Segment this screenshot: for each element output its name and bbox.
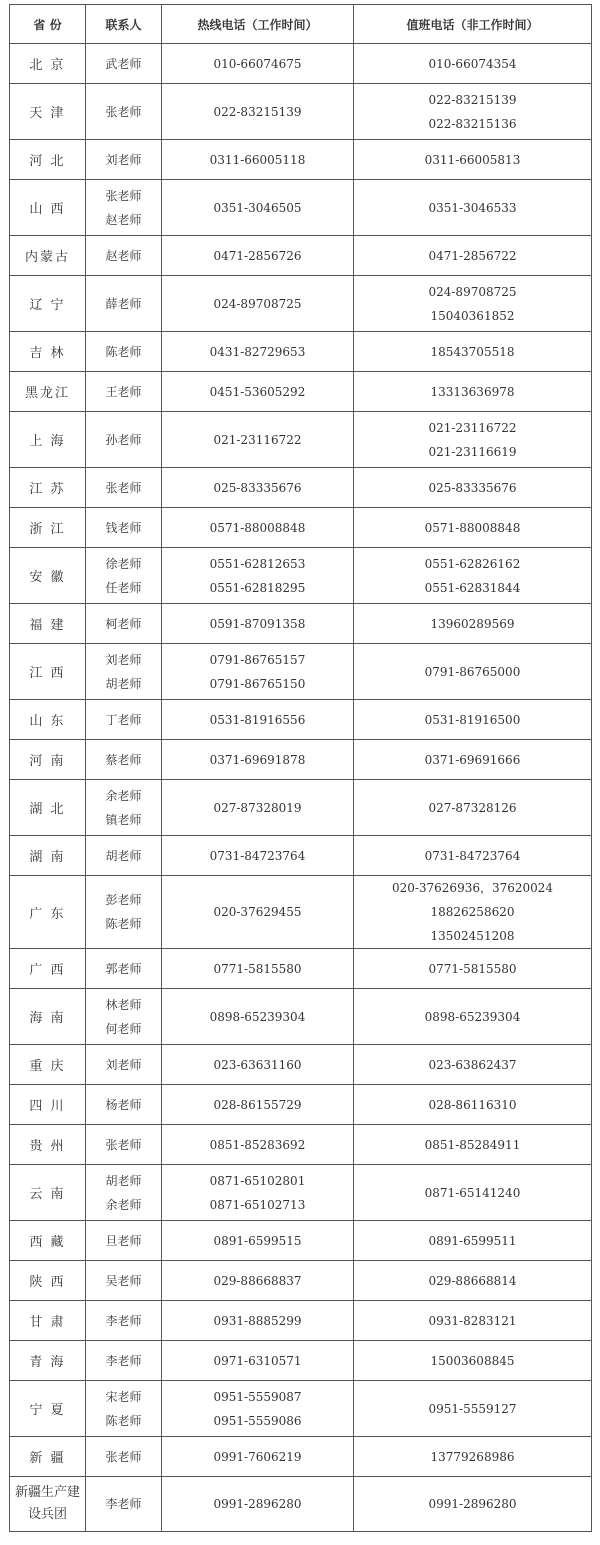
duty-phone-cell (354, 1477, 592, 1532)
contact-name: 陈老师 (105, 917, 142, 931)
duty-phone-cell (354, 780, 592, 836)
province-cell: 陕 西 (10, 1261, 86, 1301)
province-cell: 新疆生产建设兵团 (10, 1477, 86, 1532)
province-cell: 天 津 (10, 84, 86, 140)
contact-cell (86, 412, 162, 468)
table-row (10, 740, 592, 780)
table-row (10, 236, 592, 276)
phone-number: 13502451208 (430, 929, 515, 943)
province-cell: 安 徽 (10, 548, 86, 604)
contact-name: 彭老师 (105, 893, 142, 907)
contact-name: 李老师 (105, 1353, 142, 1368)
hotline-cell (162, 508, 354, 548)
province-cell: 江 西 (10, 644, 86, 700)
phone-number: 0791-86765150 (209, 676, 306, 691)
hotline-cell (162, 1221, 354, 1261)
province-cell: 辽 宁 (10, 276, 86, 332)
phone-number: 022-83215136 (428, 116, 517, 131)
hotline-cell (162, 604, 354, 644)
duty-phone-cell (354, 836, 592, 876)
province-cell: 上 海 (10, 412, 86, 468)
hotline-cell (162, 1381, 354, 1437)
header-province: 省 份 (10, 5, 86, 44)
phone-number: 020-37626936，37620024 18826258620 (391, 881, 554, 919)
hotline-cell (162, 1261, 354, 1301)
contact-cell (86, 276, 162, 332)
duty-phone-cell (354, 372, 592, 412)
phone-number: 0591-87091358 (209, 616, 306, 631)
table-row (10, 412, 592, 468)
table-row (10, 84, 592, 140)
table-row (10, 548, 592, 604)
phone-number: 025-83335676 (428, 480, 517, 495)
phone-number: 0371-69691666 (424, 752, 521, 767)
contact-table (9, 4, 592, 1532)
contact-name: 旦老师 (105, 1233, 142, 1248)
phone-number: 0898-65239304 (209, 1009, 306, 1024)
contact-name: 武老师 (105, 56, 142, 71)
contact-cell (86, 836, 162, 876)
table-row (10, 1165, 592, 1221)
province-cell: 福 建 (10, 604, 86, 644)
contact-name: 王老师 (105, 384, 142, 399)
phone-number: 0731-84723764 (424, 848, 521, 863)
hotline-cell (162, 236, 354, 276)
province-cell: 湖 南 (10, 836, 86, 876)
hotline-cell (162, 332, 354, 372)
hotline-cell (162, 548, 354, 604)
phone-number: 0871-65102801 (209, 1173, 306, 1188)
contact-name: 薛老师 (105, 296, 142, 311)
hotline-cell (162, 1165, 354, 1221)
phone-number: 15040361852 (430, 308, 515, 323)
duty-phone-cell (354, 332, 592, 372)
contact-cell (86, 44, 162, 84)
hotline-cell (162, 44, 354, 84)
table-row (10, 1381, 592, 1437)
contact-name: 胡老师 (105, 848, 142, 863)
duty-phone-cell (354, 548, 592, 604)
contact-cell (86, 604, 162, 644)
hotline-cell (162, 836, 354, 876)
contact-cell (86, 1045, 162, 1085)
contact-name: 陈老师 (105, 344, 142, 359)
contact-cell (86, 1301, 162, 1341)
phone-number: 023-63862437 (428, 1057, 517, 1072)
hotline-cell (162, 740, 354, 780)
phone-number: 0471-2856722 (428, 248, 517, 263)
phone-number: 0991-2896280 (213, 1497, 302, 1511)
contact-name: 李老师 (105, 1313, 142, 1328)
contact-cell (86, 1437, 162, 1477)
contact-name: 张老师 (105, 1449, 142, 1464)
table-row (10, 508, 592, 548)
contact-cell (86, 84, 162, 140)
contact-name: 刘老师 (105, 1057, 142, 1072)
province-cell: 西 藏 (10, 1221, 86, 1261)
province-cell: 青 海 (10, 1341, 86, 1381)
hotline-cell (162, 700, 354, 740)
contact-name: 孙老师 (105, 432, 142, 447)
phone-number: 0991-2896280 (428, 1497, 517, 1511)
province-cell: 河 北 (10, 140, 86, 180)
contact-name: 任老师 (105, 580, 142, 595)
phone-number: 022-83215139 (428, 92, 517, 107)
duty-phone-cell (354, 1165, 592, 1221)
header-row (10, 5, 592, 44)
phone-number: 0951-5559087 (213, 1389, 302, 1404)
contact-cell (86, 1165, 162, 1221)
hotline-cell (162, 1341, 354, 1381)
phone-number: 0451-53605292 (209, 384, 306, 399)
duty-phone-cell (354, 1341, 592, 1381)
contact-cell (86, 949, 162, 989)
phone-number: 0791-86765157 (209, 652, 306, 667)
hotline-cell (162, 1477, 354, 1532)
phone-number: 0531-81916500 (424, 712, 521, 727)
phone-number: 0551-62818295 (209, 580, 306, 595)
table-row (10, 276, 592, 332)
phone-number: 0951-5559086 (213, 1413, 302, 1428)
table-row (10, 468, 592, 508)
province-cell: 北 京 (10, 44, 86, 84)
table-row (10, 1437, 592, 1477)
contact-name: 钱老师 (105, 520, 142, 535)
duty-phone-cell (354, 180, 592, 236)
contact-name: 丁老师 (105, 712, 142, 727)
table-row (10, 1301, 592, 1341)
phone-number: 0311-66005813 (424, 152, 521, 167)
contact-name: 余老师 (105, 1197, 142, 1212)
contact-cell (86, 180, 162, 236)
phone-number: 021-23116722 (428, 420, 517, 435)
contact-cell (86, 1221, 162, 1261)
province-cell: 海 南 (10, 989, 86, 1045)
phone-number: 010-66074354 (428, 56, 517, 71)
hotline-cell (162, 276, 354, 332)
duty-phone-cell (354, 949, 592, 989)
header-contact: 联系人 (86, 5, 162, 44)
province-cell: 江 苏 (10, 468, 86, 508)
contact-name: 吴老师 (105, 1273, 142, 1288)
contact-name: 张老师 (105, 480, 142, 495)
province-cell: 云 南 (10, 1165, 86, 1221)
table-row (10, 876, 592, 949)
hotline-cell (162, 644, 354, 700)
contact-name: 刘老师 (105, 152, 142, 167)
contact-cell (86, 1125, 162, 1165)
phone-number: 029-88668814 (428, 1273, 517, 1288)
contact-name: 徐老师 (105, 556, 142, 571)
contact-cell (86, 508, 162, 548)
phone-number: 020-37629455 (213, 905, 302, 919)
contact-cell (86, 140, 162, 180)
province-cell: 新 疆 (10, 1437, 86, 1477)
phone-number: 0531-81916556 (209, 712, 306, 727)
phone-number: 0951-5559127 (428, 1401, 517, 1416)
phone-number: 024-89708725 (213, 296, 302, 311)
hotline-cell (162, 989, 354, 1045)
province-cell: 广 东 (10, 876, 86, 949)
phone-number: 010-66074675 (213, 56, 302, 71)
hotline-cell (162, 140, 354, 180)
phone-number: 0971-6310571 (213, 1353, 302, 1368)
phone-number: 13313636978 (430, 384, 515, 399)
phone-number: 025-83335676 (213, 480, 302, 495)
contact-name: 杨老师 (105, 1097, 142, 1112)
phone-number: 15003608845 (430, 1353, 515, 1368)
table-row (10, 1125, 592, 1165)
phone-number: 0471-2856726 (213, 248, 302, 263)
phone-number: 0731-84723764 (209, 848, 306, 863)
phone-number: 0571-88008848 (209, 520, 306, 535)
phone-number: 028-86155729 (213, 1097, 302, 1112)
contact-cell (86, 1341, 162, 1381)
duty-phone-cell (354, 989, 592, 1045)
hotline-cell (162, 180, 354, 236)
contact-name: 赵老师 (105, 248, 142, 263)
phone-number: 0851-85283692 (209, 1137, 306, 1152)
duty-phone-cell (354, 140, 592, 180)
contact-name: 镇老师 (105, 812, 142, 827)
duty-phone-cell (354, 1125, 592, 1165)
contact-name: 赵老师 (105, 212, 142, 227)
phone-number: 0571-88008848 (424, 520, 521, 535)
contact-cell (86, 644, 162, 700)
table-row (10, 644, 592, 700)
hotline-cell (162, 84, 354, 140)
duty-phone-cell (354, 1301, 592, 1341)
phone-number: 0351-3046533 (428, 200, 517, 215)
province-cell: 四 川 (10, 1085, 86, 1125)
province-cell: 广 西 (10, 949, 86, 989)
duty-phone-cell (354, 412, 592, 468)
contact-cell (86, 1261, 162, 1301)
contact-cell (86, 236, 162, 276)
table-row (10, 604, 592, 644)
contact-cell (86, 1085, 162, 1125)
contact-name: 张老师 (105, 188, 142, 203)
duty-phone-cell (354, 236, 592, 276)
phone-number: 0431-82729653 (209, 344, 306, 359)
hotline-cell (162, 876, 354, 949)
phone-number: 0771-5815580 (213, 961, 302, 976)
contact-cell (86, 740, 162, 780)
province-cell: 山 西 (10, 180, 86, 236)
contact-name: 余老师 (105, 788, 142, 803)
contact-name: 宋老师 (105, 1389, 142, 1404)
table-row (10, 1085, 592, 1125)
table-body (10, 44, 592, 1532)
contact-cell (86, 1477, 162, 1532)
province-cell: 山 东 (10, 700, 86, 740)
table-row (10, 180, 592, 236)
phone-number: 0851-85284911 (424, 1137, 521, 1152)
contact-name: 林老师 (105, 997, 142, 1012)
hotline-cell (162, 1125, 354, 1165)
contact-cell (86, 700, 162, 740)
province-cell: 贵 州 (10, 1125, 86, 1165)
phone-number: 13960289569 (430, 616, 515, 631)
contact-name: 何老师 (105, 1021, 142, 1036)
phone-number: 0931-8283121 (428, 1313, 517, 1328)
phone-number: 024-89708725 (428, 284, 517, 299)
contact-name: 张老师 (105, 104, 142, 119)
header-hotline: 热线电话（工作时间） (162, 5, 354, 44)
duty-phone-cell (354, 1221, 592, 1261)
table-row (10, 372, 592, 412)
phone-number: 0791-86765000 (424, 664, 521, 679)
contact-cell (86, 468, 162, 508)
hotline-cell (162, 1437, 354, 1477)
phone-number: 021-23116619 (428, 444, 517, 459)
contact-cell (86, 548, 162, 604)
hotline-cell (162, 1085, 354, 1125)
contact-cell (86, 332, 162, 372)
duty-phone-cell (354, 84, 592, 140)
table-row (10, 1261, 592, 1301)
hotline-cell (162, 949, 354, 989)
phone-number: 0551-62831844 (424, 580, 521, 595)
contact-cell (86, 876, 162, 949)
table-row (10, 44, 592, 84)
phone-number: 13779268986 (430, 1449, 515, 1464)
contact-name: 李老师 (105, 1497, 142, 1511)
duty-phone-cell (354, 1381, 592, 1437)
contact-name: 胡老师 (105, 676, 142, 691)
duty-phone-cell (354, 700, 592, 740)
phone-number: 022-83215139 (213, 104, 302, 119)
phone-number: 0551-62826162 (424, 556, 521, 571)
duty-phone-cell (354, 1085, 592, 1125)
table-row (10, 140, 592, 180)
contact-name: 刘老师 (105, 652, 142, 667)
contact-cell (86, 780, 162, 836)
province-cell: 吉 林 (10, 332, 86, 372)
duty-phone-cell (354, 276, 592, 332)
province-cell: 内蒙古 (10, 236, 86, 276)
province-cell: 浙 江 (10, 508, 86, 548)
hotline-cell (162, 1301, 354, 1341)
phone-number: 023-63631160 (213, 1057, 302, 1072)
phone-number: 0891-6599511 (428, 1233, 517, 1248)
contact-cell (86, 1381, 162, 1437)
contact-name: 陈老师 (105, 1413, 142, 1428)
province-cell: 重 庆 (10, 1045, 86, 1085)
table-row (10, 1341, 592, 1381)
hotline-cell (162, 780, 354, 836)
table-row (10, 836, 592, 876)
table-row (10, 700, 592, 740)
contact-name: 张老师 (105, 1137, 142, 1152)
duty-phone-cell (354, 468, 592, 508)
table-row (10, 1221, 592, 1261)
phone-number: 0871-65141240 (424, 1185, 521, 1200)
table-row (10, 332, 592, 372)
phone-number: 0551-62812653 (209, 556, 306, 571)
phone-number: 021-23116722 (213, 432, 302, 447)
contact-name: 蔡老师 (105, 752, 142, 767)
province-cell: 宁 夏 (10, 1381, 86, 1437)
header-duty-phone: 值班电话（非工作时间） (354, 5, 592, 44)
phone-number: 0771-5815580 (428, 961, 517, 976)
province-cell: 甘 肃 (10, 1301, 86, 1341)
contact-name: 胡老师 (105, 1173, 142, 1188)
province-cell: 湖 北 (10, 780, 86, 836)
duty-phone-cell (354, 604, 592, 644)
phone-number: 0891-6599515 (213, 1233, 302, 1248)
phone-number: 18543705518 (430, 344, 515, 359)
phone-number: 0311-66005118 (209, 152, 306, 167)
table-row (10, 989, 592, 1045)
hotline-cell (162, 412, 354, 468)
phone-number: 029-88668837 (213, 1273, 302, 1288)
phone-number: 027-87328126 (428, 800, 517, 815)
phone-number: 0371-69691878 (209, 752, 306, 767)
duty-phone-cell (354, 644, 592, 700)
table-row (10, 1477, 592, 1532)
duty-phone-cell (354, 876, 592, 949)
contact-name: 柯老师 (105, 616, 142, 631)
duty-phone-cell (354, 1261, 592, 1301)
duty-phone-cell (354, 740, 592, 780)
table-row (10, 780, 592, 836)
table-row (10, 1045, 592, 1085)
duty-phone-cell (354, 44, 592, 84)
contact-cell (86, 372, 162, 412)
duty-phone-cell (354, 1045, 592, 1085)
phone-number: 0991-7606219 (213, 1449, 302, 1464)
phone-number: 028-86116310 (428, 1097, 517, 1112)
hotline-cell (162, 372, 354, 412)
hotline-cell (162, 468, 354, 508)
phone-number: 0351-3046505 (213, 200, 302, 215)
phone-number: 0898-65239304 (424, 1009, 521, 1024)
duty-phone-cell (354, 508, 592, 548)
phone-number: 027-87328019 (213, 800, 302, 815)
province-cell: 黑龙江 (10, 372, 86, 412)
contact-name: 郭老师 (105, 961, 142, 976)
hotline-cell (162, 1045, 354, 1085)
phone-number: 0871-65102713 (209, 1197, 306, 1212)
duty-phone-cell (354, 1437, 592, 1477)
table-row (10, 949, 592, 989)
province-cell: 河 南 (10, 740, 86, 780)
contact-cell (86, 989, 162, 1045)
phone-number: 0931-8885299 (213, 1313, 302, 1328)
